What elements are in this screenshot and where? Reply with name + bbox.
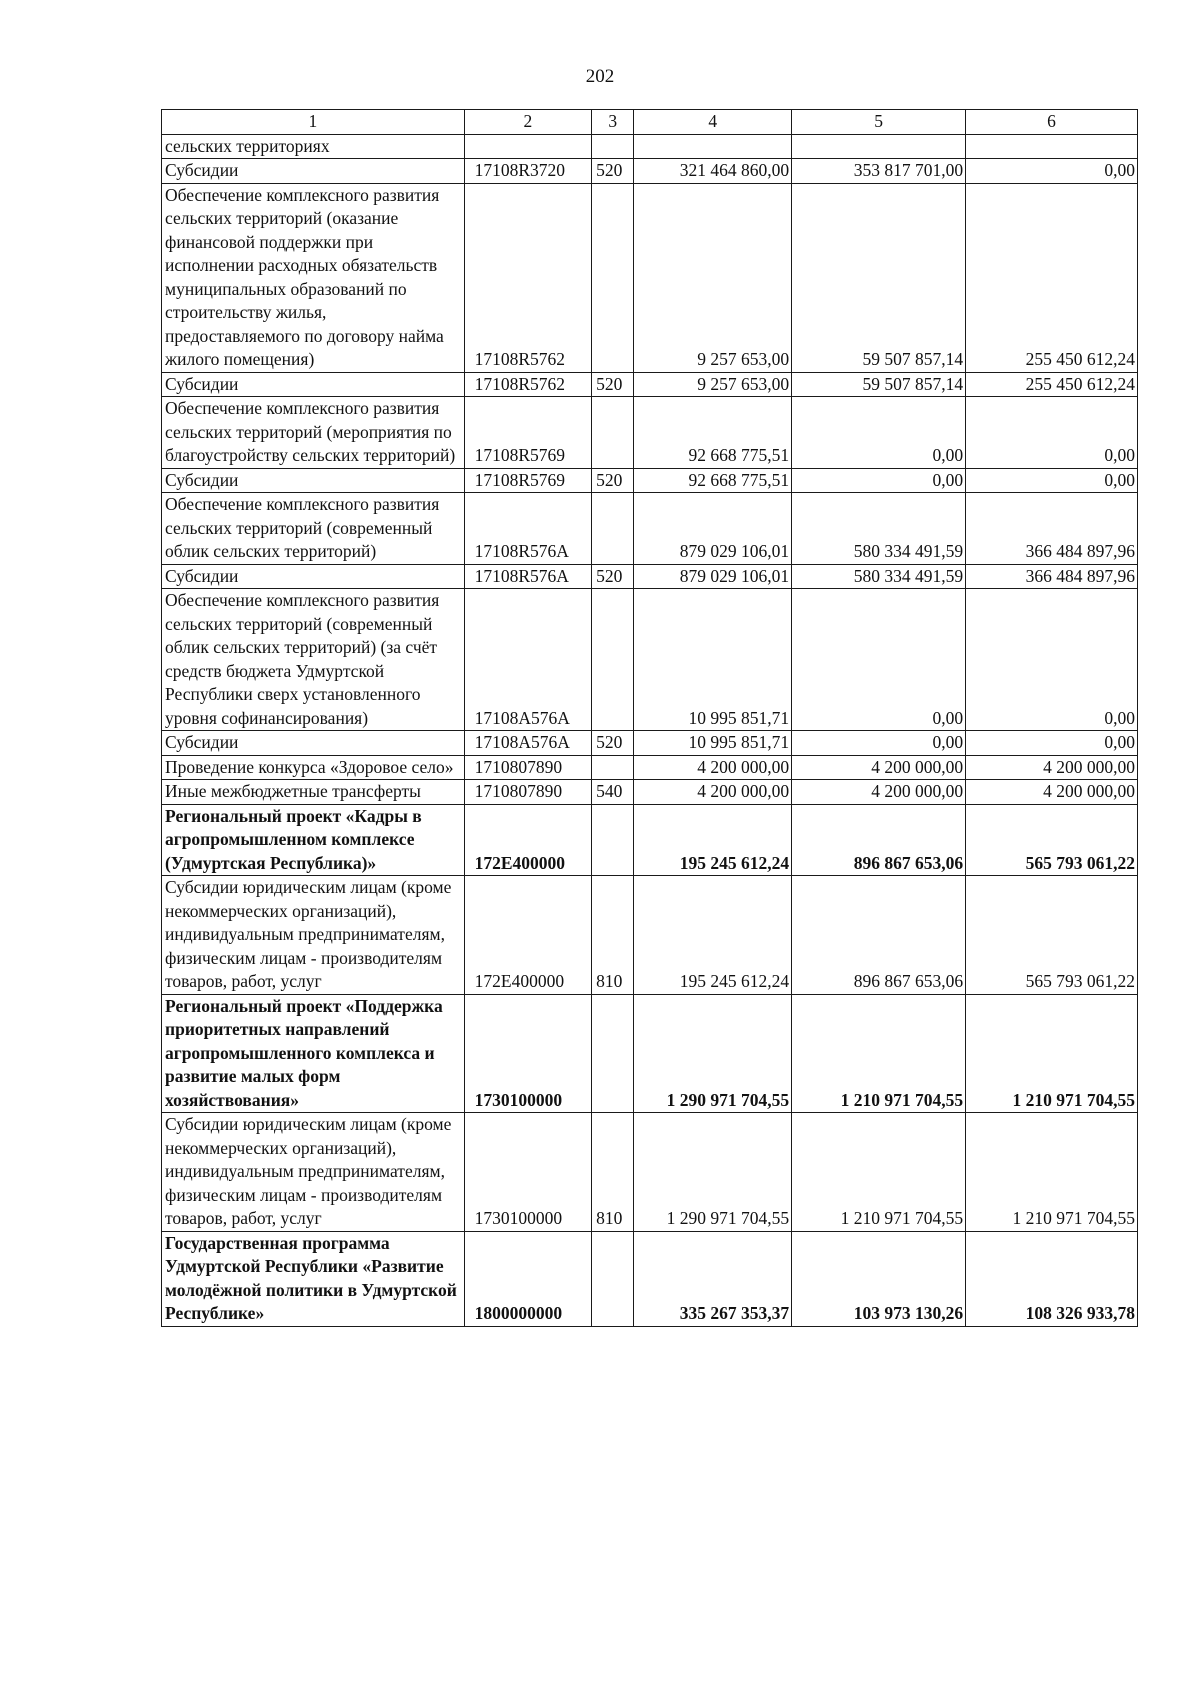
row-value-col4: 335 267 353,37: [634, 1231, 792, 1326]
table-row: [162, 876, 1138, 995]
row-name-cell: Региональный проект «Поддержка приоритетных направлений агропромышленного комплекса и развитие малых форм хозяйствования»: [162, 994, 465, 1113]
row-value-col4: 879 029 106,01: [634, 493, 792, 565]
row-code-cell: [464, 134, 592, 159]
row-value-col5: 353 817 701,00: [792, 159, 966, 184]
row-value-col6: 108 326 933,78: [966, 1231, 1138, 1326]
table-row: [162, 183, 1138, 372]
row-name-cell: Обеспечение комплексного развития сельских территорий (оказание финансовой поддержки при исполнении расходных обязательств муниципальных образований по строительству жилья, предоставляемого по договору найма жилого помещения): [162, 183, 465, 372]
row-name-cell: Субсидии: [162, 372, 465, 397]
table-row: [162, 397, 1138, 469]
row-type-cell: [592, 1231, 634, 1326]
row-type-cell: 520: [592, 564, 634, 589]
table-row: [162, 1231, 1138, 1326]
row-name-cell: Региональный проект «Кадры в агропромышленном комплексе (Удмуртская Республика)»: [162, 804, 465, 876]
row-type-cell: 520: [592, 468, 634, 493]
row-value-col5: 1 210 971 704,55: [792, 1113, 966, 1232]
table-row: [162, 731, 1138, 756]
row-code-cell: 17108R576A: [464, 493, 592, 565]
row-name-cell: Субсидии: [162, 468, 465, 493]
table-row: [162, 780, 1138, 805]
row-type-cell: [592, 183, 634, 372]
row-value-col4: 9 257 653,00: [634, 183, 792, 372]
table-row: [162, 1113, 1138, 1232]
table-row: [162, 755, 1138, 780]
row-type-cell: [592, 589, 634, 731]
row-name-cell: Обеспечение комплексного развития сельских территорий (современный облик сельских территорий): [162, 493, 465, 565]
row-type-cell: [592, 755, 634, 780]
row-value-col5: 59 507 857,14: [792, 183, 966, 372]
row-value-col4: 4 200 000,00: [634, 755, 792, 780]
header-cell: 3: [592, 110, 634, 135]
row-value-col4: 321 464 860,00: [634, 159, 792, 184]
row-value-col6: 0,00: [966, 468, 1138, 493]
table-body: [162, 110, 1138, 1327]
row-value-col6: 0,00: [966, 589, 1138, 731]
row-code-cell: 17108R5762: [464, 372, 592, 397]
row-name-cell: Субсидии: [162, 731, 465, 756]
row-value-col5: 4 200 000,00: [792, 780, 966, 805]
row-value-col4: 10 995 851,71: [634, 731, 792, 756]
row-value-col5: 896 867 653,06: [792, 876, 966, 995]
header-cell: 5: [792, 110, 966, 135]
row-value-col5: [792, 134, 966, 159]
row-value-col5: 0,00: [792, 468, 966, 493]
row-value-col6: 4 200 000,00: [966, 755, 1138, 780]
row-value-col5: 0,00: [792, 397, 966, 469]
row-value-col5: 896 867 653,06: [792, 804, 966, 876]
row-name-cell: Субсидии: [162, 564, 465, 589]
row-name-cell: Субсидии: [162, 159, 465, 184]
row-code-cell: 1800000000: [464, 1231, 592, 1326]
row-type-cell: [592, 994, 634, 1113]
row-name-cell: Обеспечение комплексного развития сельских территорий (современный облик сельских территорий) (за счёт средств бюджета Удмуртской Республики сверх установленного уровня софинансирования): [162, 589, 465, 731]
row-value-col6: 1 210 971 704,55: [966, 1113, 1138, 1232]
header-cell: 1: [162, 110, 465, 135]
row-value-col5: 580 334 491,59: [792, 564, 966, 589]
table-row: [162, 589, 1138, 731]
row-value-col4: 195 245 612,24: [634, 804, 792, 876]
row-code-cell: 17108R576A: [464, 564, 592, 589]
row-value-col6: 255 450 612,24: [966, 372, 1138, 397]
row-value-col6: 0,00: [966, 397, 1138, 469]
row-name-cell: Субсидии юридическим лицам (кроме некоммерческих организаций), индивидуальным предпринимателям, физическим лицам - производителям товаров, работ, услуг: [162, 876, 465, 995]
table-row: [162, 804, 1138, 876]
row-value-col4: [634, 134, 792, 159]
header-cell: 4: [634, 110, 792, 135]
row-value-col4: 195 245 612,24: [634, 876, 792, 995]
row-code-cell: 17108A576A: [464, 731, 592, 756]
row-code-cell: 1710807890: [464, 780, 592, 805]
row-type-cell: 810: [592, 1113, 634, 1232]
header-cell: 6: [966, 110, 1138, 135]
row-value-col5: 0,00: [792, 731, 966, 756]
page-number: 202: [585, 66, 615, 87]
table-row: [162, 493, 1138, 565]
row-type-cell: [592, 493, 634, 565]
row-value-col6: 1 210 971 704,55: [966, 994, 1138, 1113]
row-value-col6: 565 793 061,22: [966, 804, 1138, 876]
row-value-col6: 0,00: [966, 159, 1138, 184]
row-value-col6: [966, 134, 1138, 159]
row-type-cell: 540: [592, 780, 634, 805]
row-value-col4: 9 257 653,00: [634, 372, 792, 397]
row-name-cell: Проведение конкурса «Здоровое село»: [162, 755, 465, 780]
row-value-col5: 1 210 971 704,55: [792, 994, 966, 1113]
row-code-cell: 17108A576A: [464, 589, 592, 731]
row-name-cell: Обеспечение комплексного развития сельских территорий (мероприятия по благоустройству сельских территорий): [162, 397, 465, 469]
budget-table: [161, 109, 1138, 1327]
table-row: [162, 468, 1138, 493]
row-value-col6: 4 200 000,00: [966, 780, 1138, 805]
row-type-cell: [592, 134, 634, 159]
row-value-col4: 10 995 851,71: [634, 589, 792, 731]
table-row: [162, 994, 1138, 1113]
row-value-col4: 1 290 971 704,55: [634, 1113, 792, 1232]
row-code-cell: 17108R5769: [464, 468, 592, 493]
row-value-col4: 879 029 106,01: [634, 564, 792, 589]
table-row: [162, 134, 1138, 159]
row-value-col6: 255 450 612,24: [966, 183, 1138, 372]
row-value-col4: 4 200 000,00: [634, 780, 792, 805]
row-type-cell: 520: [592, 372, 634, 397]
row-value-col5: 4 200 000,00: [792, 755, 966, 780]
row-type-cell: [592, 397, 634, 469]
row-code-cell: 1730100000: [464, 994, 592, 1113]
row-code-cell: 172E400000: [464, 876, 592, 995]
row-code-cell: 172E400000: [464, 804, 592, 876]
table-row: [162, 372, 1138, 397]
row-value-col5: 580 334 491,59: [792, 493, 966, 565]
row-name-cell: Государственная программа Удмуртской Республики «Развитие молодёжной политики в Удмуртской Республике»: [162, 1231, 465, 1326]
table-row: [162, 159, 1138, 184]
row-type-cell: 520: [592, 159, 634, 184]
row-type-cell: 520: [592, 731, 634, 756]
row-value-col5: 103 973 130,26: [792, 1231, 966, 1326]
row-value-col4: 92 668 775,51: [634, 468, 792, 493]
row-type-cell: [592, 804, 634, 876]
row-value-col4: 92 668 775,51: [634, 397, 792, 469]
row-value-col6: 366 484 897,96: [966, 564, 1138, 589]
row-value-col5: 59 507 857,14: [792, 372, 966, 397]
row-code-cell: 1710807890: [464, 755, 592, 780]
row-code-cell: 17108R3720: [464, 159, 592, 184]
row-type-cell: 810: [592, 876, 634, 995]
row-name-cell: Иные межбюджетные трансферты: [162, 780, 465, 805]
row-name-cell: Субсидии юридическим лицам (кроме некоммерческих организаций), индивидуальным предпринимателям, физическим лицам - производителям товаров, работ, услуг: [162, 1113, 465, 1232]
row-value-col5: 0,00: [792, 589, 966, 731]
header-cell: 2: [464, 110, 592, 135]
table-header-row: [162, 110, 1138, 135]
row-value-col4: 1 290 971 704,55: [634, 994, 792, 1113]
row-value-col6: 0,00: [966, 731, 1138, 756]
row-name-cell: сельских территориях: [162, 134, 465, 159]
row-code-cell: 17108R5769: [464, 397, 592, 469]
row-code-cell: 1730100000: [464, 1113, 592, 1232]
row-code-cell: 17108R5762: [464, 183, 592, 372]
row-value-col6: 366 484 897,96: [966, 493, 1138, 565]
row-value-col6: 565 793 061,22: [966, 876, 1138, 995]
table-row: [162, 564, 1138, 589]
